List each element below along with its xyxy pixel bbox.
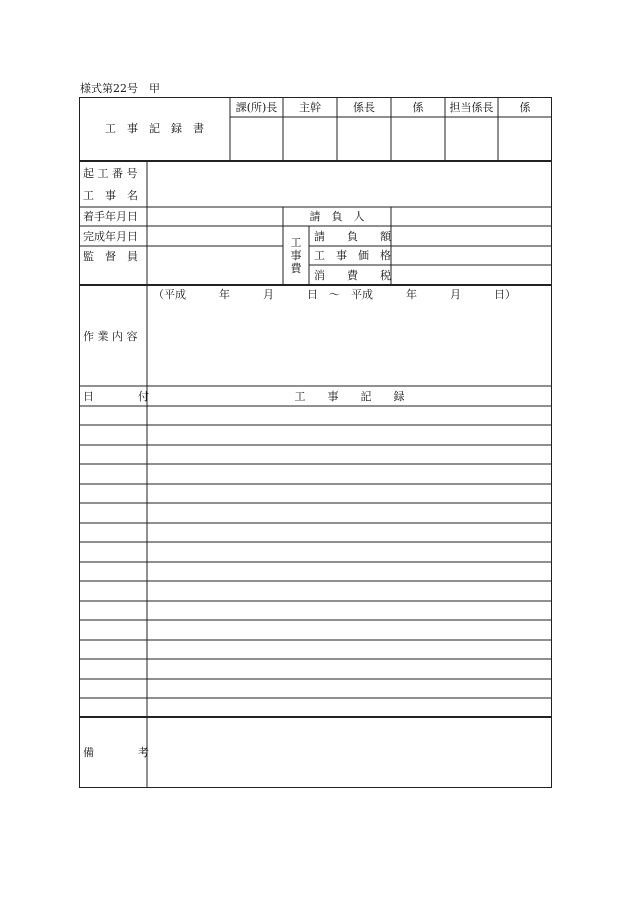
approval-header-staff: 係 <box>412 101 424 114</box>
stamp-cell-staff-2[interactable] <box>498 117 552 161</box>
record-row-entry-cell[interactable] <box>147 658 552 677</box>
record-row-entry-cell[interactable] <box>147 542 552 561</box>
field-construction-price[interactable] <box>391 246 552 265</box>
record-row-entry-cell[interactable] <box>147 522 552 541</box>
record-row-date-cell[interactable] <box>79 445 147 464</box>
approval-header-staff-2: 係 <box>519 101 531 114</box>
label-work-content: 作 業 内 容 <box>83 330 138 343</box>
record-row-date-cell[interactable] <box>79 658 147 677</box>
approval-header-assigned-chief: 担当係長 <box>449 101 494 114</box>
record-row-entry-cell[interactable] <box>147 697 552 716</box>
field-supervisor[interactable] <box>147 246 283 285</box>
record-row-entry-cell[interactable] <box>147 406 552 425</box>
field-contractor[interactable] <box>391 207 552 226</box>
record-row-date-cell[interactable] <box>79 425 147 444</box>
label-construction-cost: 工事費 <box>290 236 302 275</box>
label-construction-price: 工 事 価 格 <box>314 249 391 262</box>
work-record-form <box>79 97 552 788</box>
work-period: （平成 年 月 日 ～ 平成 年 月 日） <box>153 288 516 301</box>
label-supervisor: 監 督 員 <box>83 250 138 263</box>
field-start-date[interactable] <box>147 207 283 226</box>
record-row-entry-cell[interactable] <box>147 445 552 464</box>
stamp-cell-assigned-chief[interactable] <box>445 117 498 161</box>
record-row-date-cell[interactable] <box>79 503 147 522</box>
form-code: 様式第22号 甲 <box>80 82 160 95</box>
stamp-cell-staff[interactable] <box>391 117 445 161</box>
record-row-date-cell[interactable] <box>79 561 147 580</box>
label-contractor: 請 負 人 <box>309 210 365 223</box>
record-row-entry-cell[interactable] <box>147 581 552 600</box>
record-row-entry-cell[interactable] <box>147 619 552 638</box>
stamp-cell-section-chief[interactable] <box>230 117 283 161</box>
field-work-content[interactable] <box>147 303 552 386</box>
record-row-date-cell[interactable] <box>79 484 147 503</box>
label-remarks: 備 考 <box>83 746 149 759</box>
record-row-date-cell[interactable] <box>79 581 147 600</box>
label-start-date: 着手年月日 <box>83 210 138 223</box>
record-row-date-cell[interactable] <box>79 697 147 716</box>
label-consumption-tax: 消 費 税 <box>314 269 391 282</box>
record-row-date-cell[interactable] <box>79 600 147 619</box>
record-row-entry-cell[interactable] <box>147 600 552 619</box>
approval-header-section-chief: 課(所)長 <box>235 101 278 114</box>
record-row-entry-cell[interactable] <box>147 464 552 483</box>
record-row-entry-cell[interactable] <box>147 639 552 658</box>
record-row-date-cell[interactable] <box>79 464 147 483</box>
approval-header-subsection-chief: 係長 <box>353 101 375 114</box>
stamp-cell-subsection-chief[interactable] <box>337 117 391 161</box>
form-title: 工 事 記 録 書 <box>105 122 204 135</box>
record-row-entry-cell[interactable] <box>147 425 552 444</box>
field-remarks[interactable] <box>147 717 552 788</box>
label-completion-date: 完成年月日 <box>83 230 138 243</box>
record-row-entry-cell[interactable] <box>147 484 552 503</box>
record-row-date-cell[interactable] <box>79 522 147 541</box>
record-header: 工 事 記 録 <box>294 390 405 403</box>
record-row-date-cell[interactable] <box>79 639 147 658</box>
record-row-entry-cell[interactable] <box>147 503 552 522</box>
record-date-header: 日 付 <box>83 390 149 403</box>
field-contract-amount[interactable] <box>391 226 552 246</box>
label-contract-amount: 請 負 額 <box>314 230 391 243</box>
record-row-entry-cell[interactable] <box>147 678 552 697</box>
field-construction-info[interactable] <box>147 161 552 207</box>
record-row-date-cell[interactable] <box>79 542 147 561</box>
label-construction-name: 工 事 名 <box>83 189 138 202</box>
record-row-date-cell[interactable] <box>79 678 147 697</box>
record-row-date-cell[interactable] <box>79 406 147 425</box>
record-row-date-cell[interactable] <box>79 619 147 638</box>
record-row-entry-cell[interactable] <box>147 561 552 580</box>
stamp-cell-chief-manager[interactable] <box>283 117 337 161</box>
approval-header-chief-manager: 主幹 <box>299 101 321 114</box>
field-completion-date[interactable] <box>147 226 283 246</box>
field-consumption-tax[interactable] <box>391 265 552 285</box>
label-construction-number: 起 工 番 号 <box>83 167 138 180</box>
